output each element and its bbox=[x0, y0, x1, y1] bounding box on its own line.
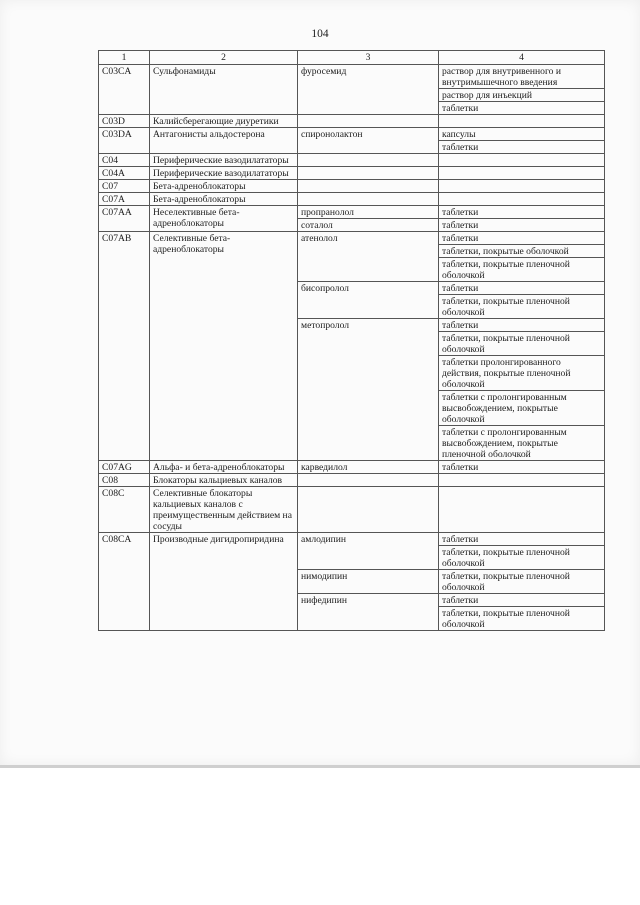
table-row bbox=[99, 487, 605, 533]
dosage-form-cell: таблетки bbox=[439, 461, 605, 474]
drug-name-cell: атенолол bbox=[298, 232, 439, 282]
drug-name-cell: амлодипин bbox=[298, 533, 439, 570]
group-name-cell: Периферические вазодилататоры bbox=[150, 154, 298, 167]
group-name-cell: Периферические вазодилататоры bbox=[150, 167, 298, 180]
dosage-form-cell: таблетки, покрытые пленочной оболочкой bbox=[439, 295, 605, 319]
table-row bbox=[99, 474, 605, 487]
atc-code-cell: C07AG bbox=[99, 461, 150, 474]
medication-table bbox=[98, 50, 605, 631]
group-name-cell: Бета-адреноблокаторы bbox=[150, 180, 298, 193]
dosage-form-cell: таблетки bbox=[439, 533, 605, 546]
table-row bbox=[99, 128, 605, 141]
drug-name-cell bbox=[298, 180, 439, 193]
table-row bbox=[99, 167, 605, 180]
table-row bbox=[99, 193, 605, 206]
atc-code-cell: C04A bbox=[99, 167, 150, 180]
dosage-form-cell: таблетки, покрытые пленочной оболочкой bbox=[439, 570, 605, 594]
column-header: 4 bbox=[439, 51, 605, 65]
dosage-form-cell: таблетки bbox=[439, 319, 605, 332]
atc-code-cell: C07AB bbox=[99, 232, 150, 461]
atc-code-cell: C03CA bbox=[99, 65, 150, 115]
group-name-cell: Селективные блокаторы кальциевых каналов с преимущественным действием на сосуды bbox=[150, 487, 298, 533]
dosage-form-cell: таблетки bbox=[439, 206, 605, 219]
dosage-form-cell bbox=[439, 487, 605, 533]
column-header: 2 bbox=[150, 51, 298, 65]
dosage-form-cell: таблетки, покрытые пленочной оболочкой bbox=[439, 258, 605, 282]
header-row bbox=[99, 51, 605, 65]
column-header: 3 bbox=[298, 51, 439, 65]
dosage-form-cell: таблетки bbox=[439, 594, 605, 607]
table-row bbox=[99, 115, 605, 128]
table-row bbox=[99, 206, 605, 219]
dosage-form-cell: таблетки bbox=[439, 102, 605, 115]
group-name-cell: Селективные бета-адреноблокаторы bbox=[150, 232, 298, 461]
dosage-form-cell: таблетки, покрытые оболочкой bbox=[439, 245, 605, 258]
dosage-form-cell: таблетки с пролонгированным высвобождением, покрытые оболочкой bbox=[439, 391, 605, 426]
table-row bbox=[99, 180, 605, 193]
table-row bbox=[99, 65, 605, 89]
dosage-form-cell bbox=[439, 167, 605, 180]
dosage-form-cell bbox=[439, 193, 605, 206]
atc-code-cell: C07A bbox=[99, 193, 150, 206]
dosage-form-cell bbox=[439, 180, 605, 193]
group-name-cell: Калийсберегающие диуретики bbox=[150, 115, 298, 128]
atc-code-cell: C07AA bbox=[99, 206, 150, 232]
drug-name-cell: фуросемид bbox=[298, 65, 439, 115]
dosage-form-cell: раствор для инъекций bbox=[439, 89, 605, 102]
drug-name-cell: нифедипин bbox=[298, 594, 439, 631]
atc-code-cell: C08 bbox=[99, 474, 150, 487]
group-name-cell: Производные дигидропиридина bbox=[150, 533, 298, 631]
drug-name-cell bbox=[298, 167, 439, 180]
dosage-form-cell: таблетки bbox=[439, 282, 605, 295]
drug-name-cell: соталол bbox=[298, 219, 439, 232]
dosage-form-cell: таблетки пролонгированного действия, покрытые пленочной оболочкой bbox=[439, 356, 605, 391]
drug-name-cell: карведилол bbox=[298, 461, 439, 474]
dosage-form-cell bbox=[439, 154, 605, 167]
dosage-form-cell bbox=[439, 474, 605, 487]
table-row bbox=[99, 461, 605, 474]
dosage-form-cell: капсулы bbox=[439, 128, 605, 141]
atc-code-cell: C03D bbox=[99, 115, 150, 128]
dosage-form-cell: таблетки, покрытые пленочной оболочкой bbox=[439, 607, 605, 631]
drug-name-cell bbox=[298, 154, 439, 167]
dosage-form-cell: таблетки, покрытые пленочной оболочкой bbox=[439, 546, 605, 570]
atc-code-cell: C03DA bbox=[99, 128, 150, 154]
atc-code-cell: C04 bbox=[99, 154, 150, 167]
drug-name-cell bbox=[298, 193, 439, 206]
drug-name-cell: бисопролол bbox=[298, 282, 439, 319]
atc-code-cell: C07 bbox=[99, 180, 150, 193]
group-name-cell: Блокаторы кальциевых каналов bbox=[150, 474, 298, 487]
dosage-form-cell: таблетки bbox=[439, 232, 605, 245]
table-row bbox=[99, 232, 605, 245]
column-header: 1 bbox=[99, 51, 150, 65]
group-name-cell: Альфа- и бета-адреноблокаторы bbox=[150, 461, 298, 474]
dosage-form-cell bbox=[439, 115, 605, 128]
atc-code-cell: C08CA bbox=[99, 533, 150, 631]
table-body bbox=[99, 65, 605, 631]
group-name-cell: Сульфонамиды bbox=[150, 65, 298, 115]
drug-name-cell: метопролол bbox=[298, 319, 439, 461]
drug-name-cell bbox=[298, 115, 439, 128]
drug-name-cell: спиронолактон bbox=[298, 128, 439, 154]
dosage-form-cell: таблетки bbox=[439, 219, 605, 232]
drug-name-cell: нимодипин bbox=[298, 570, 439, 594]
table-row bbox=[99, 533, 605, 546]
page-number: 104 bbox=[311, 28, 329, 40]
dosage-form-cell: таблетки с пролонгированным высвобождением, покрытые пленочной оболочкой bbox=[439, 426, 605, 461]
dosage-form-cell: таблетки bbox=[439, 141, 605, 154]
dosage-form-cell: таблетки, покрытые пленочной оболочкой bbox=[439, 332, 605, 356]
drug-name-cell: пропранолол bbox=[298, 206, 439, 219]
group-name-cell: Неселективные бета-адреноблокаторы bbox=[150, 206, 298, 232]
group-name-cell: Антагонисты альдостерона bbox=[150, 128, 298, 154]
drug-name-cell bbox=[298, 487, 439, 533]
group-name-cell: Бета-адреноблокаторы bbox=[150, 193, 298, 206]
dosage-form-cell: раствор для внутривенного и внутримышечного введения bbox=[439, 65, 605, 89]
table-row bbox=[99, 154, 605, 167]
drug-name-cell bbox=[298, 474, 439, 487]
atc-code-cell: C08C bbox=[99, 487, 150, 533]
